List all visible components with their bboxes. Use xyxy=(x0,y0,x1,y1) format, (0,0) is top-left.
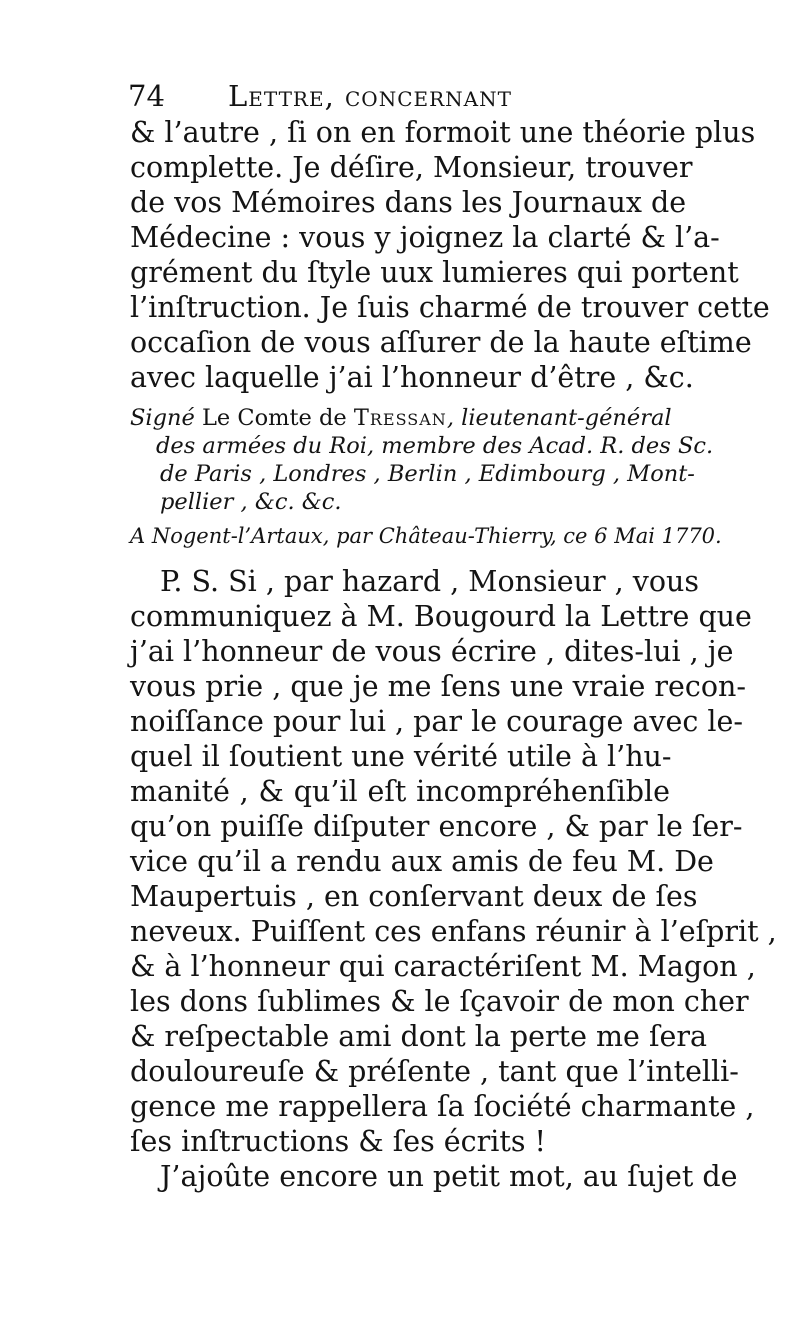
text-line: j’ai l’honneur de vous écrire , dites-lui , je xyxy=(130,635,734,668)
text-line: les dons ſublimes & le ſçavoir de mon cher xyxy=(130,985,749,1018)
text-line: J’ajoûte encore un petit mot, au ſujet de xyxy=(160,1160,738,1193)
text-line: ſes inſtructions & ſes écrits ! xyxy=(130,1125,546,1158)
text-line: avec laquelle j’ai l’honneur d’être , &c. xyxy=(130,361,694,394)
text-line: & l’autre , ſi on en formoit une théorie plus xyxy=(130,116,756,149)
text-line: Maupertuis , en conſervant deux de ſes xyxy=(130,880,698,913)
page-header xyxy=(128,76,668,116)
text-line: neveux. Puiſſent ces enfans réunir à l’eſprit , xyxy=(130,915,777,948)
text-line: vice qu’il a rendu aux amis de feu M. De xyxy=(130,845,714,878)
signature-name: Tressan xyxy=(353,405,447,431)
text-line: manité , & qu’il eſt incompréhenſible xyxy=(130,775,670,808)
signature-name-prefix: Le Comte de xyxy=(201,405,347,431)
text-line: & reſpectable ami dont la perte me ſera xyxy=(130,1020,707,1053)
text-line: douloureuſe & préſente , tant que l’intelli- xyxy=(130,1055,739,1088)
text-line: & à l’honneur qui caractériſent M. Magon , xyxy=(130,950,756,983)
signature-line-2: des armées du Roi, membre des Acad. R. des Sc. xyxy=(156,433,714,459)
text-line: quel il ſoutient une vérité utile à l’hu- xyxy=(130,740,672,773)
page-number: 74 xyxy=(128,79,165,113)
text-line: qu’on puiſſe diſputer encore , & par le ſer- xyxy=(130,810,743,843)
text-line: complette. Je déſire, Monsieur, trouver xyxy=(130,151,693,184)
text-line: gence me rappellera ſa ſociété charmante , xyxy=(130,1090,755,1123)
running-title: Lettre, concernant xyxy=(228,79,512,113)
signature-line-3: de Paris , Londres , Berlin , Edimbourg , Mont- xyxy=(160,461,695,487)
signature-label: Signé xyxy=(130,405,195,431)
dateline: A Nogent-l’Artaux, par Château-Thierry, ce 6 Mai 1770. xyxy=(130,524,722,548)
signature-line-4: pellier , &c. &c. xyxy=(160,489,342,515)
signature-line-1 xyxy=(130,404,672,432)
text-line: de vos Mémoires dans les Journaux de xyxy=(130,186,687,219)
text-line: occaſion de vous aſſurer de la haute eſtime xyxy=(130,326,752,359)
text-line: communiquez à M. Bougourd la Lettre que xyxy=(130,600,752,633)
text-line: noiſſance pour lui , par le courage avec le- xyxy=(130,705,743,738)
text-line: grément du ſtyle uux lumieres qui portent xyxy=(130,256,739,289)
text-line: P. S. Si , par hazard , Monsieur , vous xyxy=(160,565,699,598)
text-line: vous prie , que je me ſens une vraie recon- xyxy=(130,670,747,703)
text-line: l’inſtruction. Je ſuis charmé de trouver cette xyxy=(130,291,770,324)
text-line: Médecine : vous y joignez la clarté & l’a- xyxy=(130,221,720,254)
signature-title: , lieutenant-général xyxy=(446,405,672,431)
